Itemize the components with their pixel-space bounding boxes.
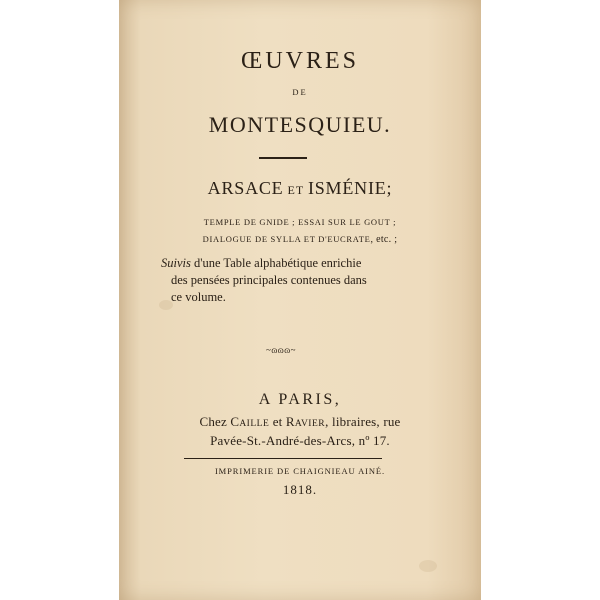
description bbox=[161, 255, 431, 306]
description-line-1-rest: d'une Table alphabétique enrichie bbox=[190, 256, 362, 270]
author-name: MONTESQUIEU. bbox=[208, 112, 392, 137]
main-work-word2: ISMÉNIE; bbox=[307, 178, 393, 198]
description-line-1 bbox=[161, 255, 431, 272]
publication-year: 1818. bbox=[282, 482, 318, 497]
main-work-connector: ET bbox=[283, 183, 308, 197]
series-title: ŒUVRES bbox=[240, 48, 360, 74]
short-rule bbox=[259, 157, 307, 159]
main-work-word1: ARSACE bbox=[207, 178, 284, 198]
title-page bbox=[119, 0, 481, 600]
contents-line-1: TEMPLE DE GNIDE ; ESSAI SUR LE GOUT ; bbox=[203, 217, 397, 227]
imprint-city: A PARIS, bbox=[258, 391, 342, 408]
long-rule bbox=[184, 458, 382, 459]
contents-line-2-tail: , etc. ; bbox=[370, 234, 398, 245]
printer-line: IMPRIMERIE DE CHAIGNIEAU AINÉ. bbox=[214, 466, 386, 476]
connector-word: DE bbox=[292, 87, 308, 97]
foxing-spot bbox=[419, 560, 437, 572]
contents-line-2 bbox=[119, 234, 481, 245]
imprint-publisher bbox=[119, 414, 481, 430]
description-line-2: des pensées principales contenues dans bbox=[171, 273, 367, 287]
imprint-post: , libraires, rue bbox=[325, 414, 401, 429]
description-line-3: ce volume. bbox=[171, 290, 226, 304]
ornament: ~ɷɷɷ~ bbox=[265, 345, 296, 355]
imprint-name-2: AVIER bbox=[294, 419, 326, 429]
imprint-mid: et R bbox=[269, 414, 295, 429]
contents-line-2-caps: DIALOGUE DE SYLLA ET D'EUCRATE bbox=[202, 234, 371, 244]
imprint-address: Pavée-St.-André-des-Arcs, nº 17. bbox=[210, 433, 390, 448]
description-italic-word: Suivis bbox=[161, 256, 191, 270]
main-work-title bbox=[119, 178, 481, 199]
imprint-name-1: AILLE bbox=[239, 419, 270, 429]
imprint-pre: Chez C bbox=[199, 414, 240, 429]
